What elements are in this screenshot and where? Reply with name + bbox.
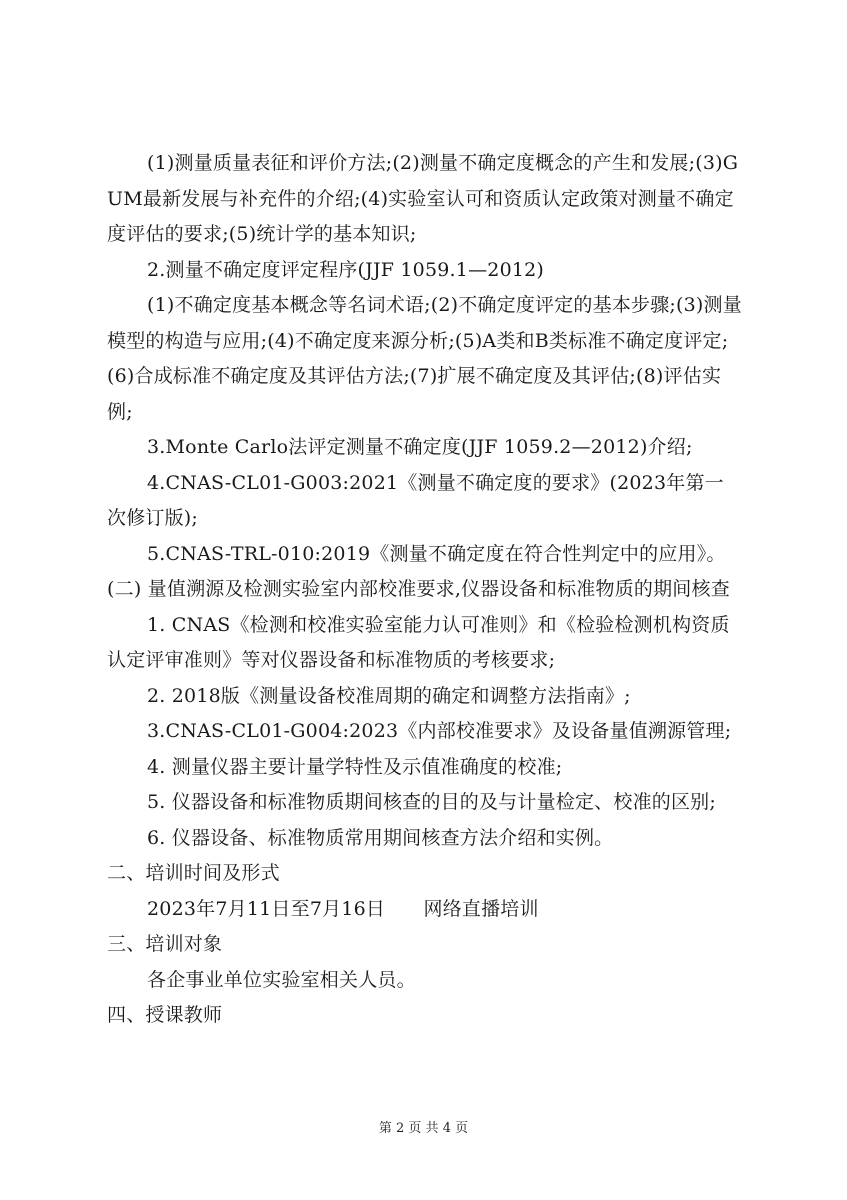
paragraph-evaluation-procedure-heading: 2.测量不确定度评定程序(JJF 1059.1—2012) (147, 258, 545, 281)
paragraph-instrument-calibration: 4. 测量仪器主要计量学特性及示值准确度的校准; (147, 755, 563, 778)
paragraph-evaluation-procedure-topics: (1)不确定度基本概念等名词术语;(2)不确定度评定的基本步骤;(3)测量模型的构造与应用;(4)不确定度来源分析;(5)A类和B类标准不确定度评定;(6)合成标准不确定度及其评估方法;(7)扩展不确定度及其评估;(8)评估实例; (107, 294, 742, 423)
paragraph-intermediate-checks-methods: 6. 仪器设备、标准物质常用期间核查方法介绍和实例。 (147, 826, 614, 849)
section-heading-instructors: 四、授课教师 (107, 1004, 223, 1026)
paragraph-monte-carlo: 3.Monte Carlo法评定测量不确定度(JJF 1059.2—2012)介绍; (147, 436, 693, 458)
paragraph-measurement-quality-topics: (1)测量质量表征和评价方法;(2)测量不确定度概念的产生和发展;(3)GUM最新发展与补充件的介绍;(4)实验室认可和资质认定政策对测量不确定度评估的要求;(5)统计学的基本知识; (107, 152, 739, 245)
paragraph-cnas-g004: 3.CNAS-CL01-G004:2023《内部校准要求》及设备量值溯源管理; (147, 720, 732, 742)
paragraph-training-date-format: 2023年7月11日至7月16日 网络直播培训 (147, 897, 539, 920)
paragraph-cnas-g003: 4.CNAS-CL01-G003:2021《测量不确定度的要求》(2023年第一次修订版); (107, 471, 724, 529)
paragraph-training-audience: 各企事业单位实验室相关人员。 (147, 968, 416, 991)
section-heading-training-time: 二、培训时间及形式 (107, 862, 280, 884)
paragraph-2018-guide: 2. 2018版《测量设备校准周期的确定和调整方法指南》; (147, 684, 631, 707)
page-footer: 第 2 页 共 4 页 (378, 1121, 469, 1136)
paragraph-cnas-criteria: 1. CNAS《检测和校准实验室能力认可准则》和《检验检测机构资质认定评审准则》等对仪器设备和标准物质的考核要求; (107, 613, 730, 671)
document-body (107, 146, 743, 1034)
section-heading-training-audience: 三、培训对象 (107, 933, 223, 955)
paragraph-cnas-trl-010: 5.CNAS-TRL-010:2019《测量不确定度在符合性判定中的应用》。 (147, 542, 726, 565)
section-heading-traceability: (二) 量值溯源及检测实验室内部校准要求,仪器设备和标准物质的期间核查 (107, 578, 730, 600)
paragraph-intermediate-checks-purpose: 5. 仪器设备和标准物质期间核查的目的及与计量检定、校准的区别; (147, 791, 716, 813)
